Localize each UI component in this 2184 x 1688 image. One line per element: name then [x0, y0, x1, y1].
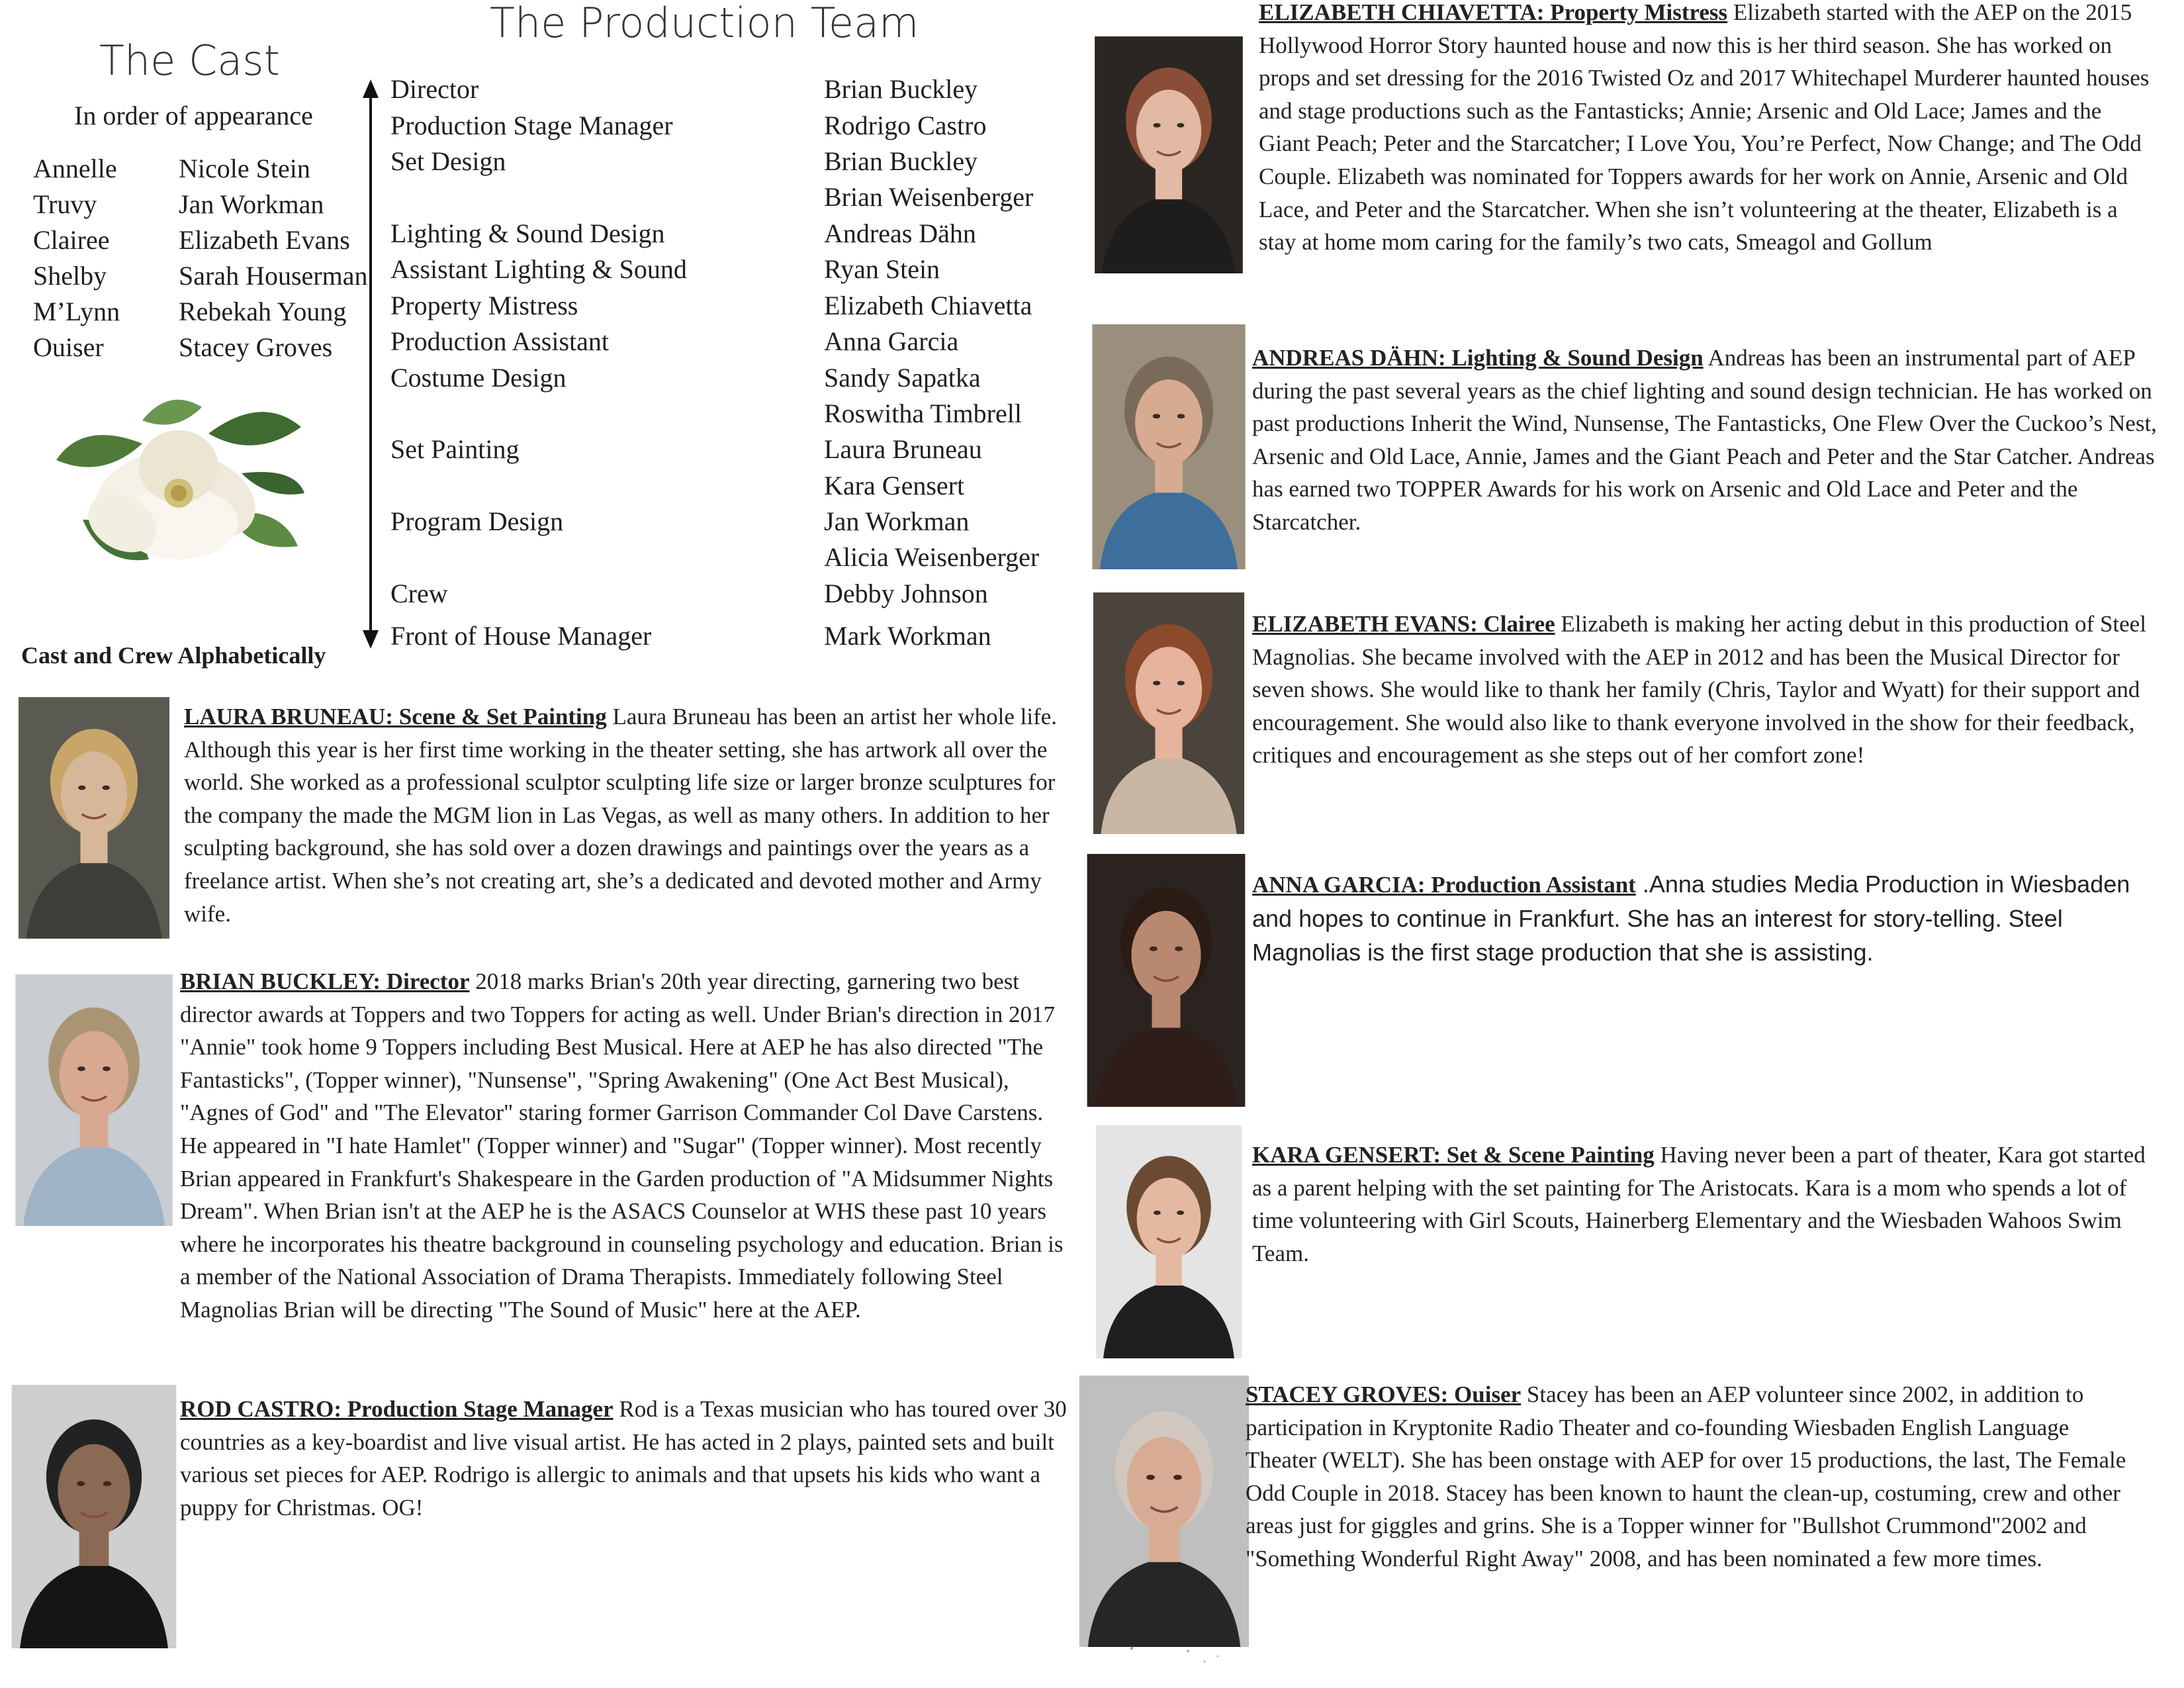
team-name: Rodrigo Castro [824, 111, 987, 140]
bio-text: Rod is a Texas musician who has toured over 30 countries as a key-boardist and live visual artist. He has acted in 2 plays, painted sets and built various set pieces for AEP. Rodrigo is allergic to animals and that upsets his kids who want a puppy for Christmas. OG! [180, 1396, 1067, 1521]
cast-role: Annelle [33, 154, 117, 183]
team-name: Jan Workman [824, 506, 970, 536]
bio-elizabeth-chiavetta [1259, 0, 2152, 317]
bio-elizabeth-evans [1252, 608, 2152, 772]
cast-actor: Sarah Houserman [179, 261, 368, 291]
bio-text: Having never been a part of theater, Kara got started as a parent helping with the set painting for The Aristocats. Kara is a mom who spends a lot of time volunteering with Girl Scouts, Hainerberg Elementary and the Wiesbaden Wahoos Swim Team. [1252, 1142, 2146, 1266]
portrait-eye [1154, 1211, 1161, 1215]
cast-role: Shelby [33, 261, 107, 291]
portrait-face [1135, 379, 1203, 465]
portrait-face [1136, 90, 1201, 173]
cast-actor: Nicole Stein [179, 154, 310, 183]
team-job: Costume Design [390, 363, 567, 393]
cast-actor: Elizabeth Evans [179, 225, 350, 255]
magnolia-flower-illustration [43, 381, 308, 592]
portrait-drawing [19, 700, 169, 935]
bio-heading: STACEY GROVES: Ouiser [1246, 1382, 1522, 1407]
portrait-eye [1177, 680, 1185, 685]
portrait-eye [1177, 123, 1184, 128]
portrait-drawing [1099, 1125, 1239, 1358]
portrait-photo [1099, 1125, 1239, 1358]
team-name: Kara Gensert [824, 471, 965, 500]
portrait-face [1137, 1178, 1201, 1259]
portrait-photo [1093, 854, 1239, 1107]
portrait-eye [1175, 947, 1183, 951]
bio-heading: ANNA GARCIA: Production Assistant [1252, 872, 1636, 898]
portrait-drawing [1091, 1376, 1238, 1647]
portrait-photo [19, 1385, 169, 1648]
bio-heading: ROD CASTRO: Production Stage Manager [180, 1396, 614, 1422]
bio-heading: BRIAN BUCKLEY: Director [180, 968, 470, 994]
team-job: Production Stage Manager [390, 111, 673, 140]
portrait-face [1136, 647, 1202, 731]
portrait-eye [1153, 680, 1160, 685]
team-name: Sandy Sapatka [824, 363, 981, 393]
cast-role: Clairee [33, 225, 110, 255]
portrait-face [60, 1031, 129, 1119]
bio-text: Andreas has been an instrumental part of AEP during the past several years as the chief lighting and sound design technician. He has worked on past productions Inherit the Wind, Nunsense, The Fantasticks, One Flew Over the Cuckoo’s Nest, Arsenic and Old Lace, Annie, James and the Giant Peach and Peter and the Star Catcher. Andreas has earned two TOPPER Awards for his work on Arsenic and Old Lace and Peter and the Starcatcher. [1252, 345, 2157, 535]
team-name: Debby Johnson [824, 579, 988, 608]
bio-body [1259, 0, 2152, 259]
portrait-drawing [1099, 36, 1239, 273]
bio-heading: ELIZABETH EVANS: Clairee [1252, 611, 1555, 637]
portrait-eye [1146, 1475, 1155, 1480]
portrait-eye [1154, 123, 1161, 128]
portrait-eye [1173, 1475, 1182, 1480]
portrait-drawing [1093, 854, 1239, 1107]
bio-text: .Anna studies Media Production in Wiesbaden and hopes to continue in Frankfurt. She has an interest for story-telling. Steel Magnolias is the first stage production that she is assisting. [1252, 870, 2130, 966]
portrait-photo [1099, 324, 1239, 569]
portrait-photo [1091, 1376, 1238, 1647]
portrait-eye [77, 1066, 85, 1071]
bio-andreas-dahn [1252, 342, 2159, 539]
portrait-photo [1099, 592, 1239, 834]
bio-heading: ELIZABETH CHIAVETTA: Property Mistress [1259, 0, 1728, 25]
portrait-drawing [1099, 592, 1239, 834]
bio-kara-gensert [1252, 1139, 2152, 1270]
portrait-eye [1150, 947, 1158, 951]
team-job: Director [390, 74, 479, 104]
alphabetical-heading: Cast and Crew Alphabetically [21, 642, 326, 669]
bio-rod-castro [180, 1393, 1080, 1524]
portrait-drawing [19, 1385, 169, 1648]
team-name: Mark Workman [824, 621, 991, 651]
bio-text: Stacey has been an AEP volunteer since 2002, in addition to participation in Kryptonite Radio Theater and co-founding Wiesbaden English Language Theater (WELT). She has been onstage with AEP for over 15 productions, the last, The Female Odd Couple in 2018. Stacey has been known to haunt the clean-up, costuming, crew and other areas just for giggles and grins. She is a Topper winner for "Bullshot Crummond"2002 and "Something Wonderful Right Away" 2008, and has been nominated a few more times. [1246, 1382, 2126, 1571]
portrait-eye [1177, 1211, 1184, 1215]
bio-heading: ANDREAS DÄHN: Lighting & Sound Design [1252, 345, 1704, 371]
portrait-eye [77, 1481, 85, 1486]
cast-title: The Cast [99, 36, 280, 85]
bio-text: Elizabeth started with the AEP on the 2015 Hollywood Horror Story haunted house and now this is her third season. She has worked on props and set dressing for the 2016 Twisted Oz and 2017 Whitechapel Murderer haunted houses and stage productions such as the Fantasticks; Annie; Arsenic and Old Lace; James and the Giant Peach; Peter and the Starcatcher; I Love You, You’re Perfect, Now Change; and The Odd Couple. Elizabeth was nominated for Toppers awards for her work on Annie, Arsenic and Old Lace, and Peter and the Starcatcher. When she isn’t volunteering at the theater, Elizabeth is a stay at home mom caring for the family’s two cats, Smeagol and Gollum [1259, 0, 2150, 256]
cast-role: Truvy [33, 189, 97, 219]
team-job: Assistant Lighting & Sound [390, 254, 687, 284]
team-job: Front of House Manager [390, 621, 652, 651]
team-name: Roswitha Timbrell [824, 399, 1022, 428]
team-name: Ryan Stein [824, 254, 940, 284]
portrait-eye [1177, 414, 1185, 418]
team-job: Production Assistant [390, 326, 610, 356]
portrait-face [61, 751, 127, 836]
portrait-photo [19, 974, 169, 1226]
portrait-photo [19, 700, 169, 935]
team-name: Elizabeth Chiavetta [824, 291, 1032, 320]
team-name: Anna Garcia [824, 326, 959, 356]
bio-text: 2018 marks Brian's 20th year directing, garnering two best director awards at Toppers and two Toppers for acting as well. Under Brian's direction in 2017 "Annie" took home 9 Toppers including Best Musical. Here at AEP he has also directed "The Fantasticks", (Topper winner), "Nunsense", "Spring Awakening" (One Act Best Musical), "Agnes of God" and "The Elevator" staring former Garrison Commander Col Dave Carstens. He appeared in "I hate Hamlet" (Topper winner) and "Sugar" (Topper winner). Most recently Brian appeared in Frankfurt's Shakespeare in the Garden production of "A Midsummer Nights Dream". When Brian isn't at the AEP he is the ASACS Counselor at WHS these past 10 years where he incorporates his theatre background in counseling psychology and education. Brian is a member of the National Association of Drama Therapists. Immediately following Steel Magnolias Brian will be directing "The Sound of Music" here at the AEP. [180, 968, 1064, 1323]
team-name: Brian Buckley [824, 74, 978, 104]
portrait-photo [1099, 36, 1239, 273]
double-arrow-icon [359, 79, 383, 649]
portrait-drawing [19, 974, 169, 1226]
bio-heading: LAURA BRUNEAU: Scene & Set Painting [184, 704, 607, 729]
portrait-eye [103, 1066, 111, 1071]
team-job: Property Mistress [390, 291, 578, 320]
team-name: Brian Weisenberger [824, 182, 1034, 212]
team-job: Lighting & Sound Design [390, 218, 665, 248]
cast-subtitle: In order of appearance [74, 101, 313, 130]
bio-text: Elizabeth is making her acting debut in this production of Steel Magnolias. She became involved with the AEP in 2012 and has been the Musical Director for seven shows. She would like to thank her family (Chris, Taylor and Wyatt) for their support and encouragement. She would also like to thank everyone involved in the show for their feedback, critiques and encouragement as she steps out of her comfort zone! [1252, 611, 2146, 769]
portrait-drawing [1099, 324, 1239, 569]
portrait-eye [103, 1481, 111, 1486]
team-job: Set Design [390, 146, 506, 176]
team-name: Brian Buckley [824, 146, 978, 176]
team-job: Crew [390, 579, 448, 608]
bio-laura-bruneau [184, 700, 1077, 930]
team-job: Set Painting [390, 434, 520, 464]
team-job: Program Design [390, 506, 564, 536]
portrait-eye [103, 785, 110, 790]
team-name: Alicia Weisenberger [824, 542, 1040, 572]
team-name: Andreas Dähn [824, 218, 976, 248]
production-team-title-text: The Production Team [490, 0, 919, 47]
portrait-face [1131, 911, 1201, 1000]
portrait-face [58, 1444, 130, 1536]
portrait-eye [1153, 414, 1161, 418]
portrait-eye [78, 785, 85, 790]
cast-actor: Jan Workman [179, 189, 324, 219]
cast-actor: Stacey Groves [179, 332, 333, 362]
bio-stacey-groves [1246, 1378, 2139, 1575]
cast-role: Ouiser [33, 332, 104, 362]
bio-brian-buckley [180, 965, 1067, 1327]
cast-actor: Rebekah Young [179, 297, 347, 326]
production-team-title [490, 0, 919, 66]
bio-heading: KARA GENSERT: Set & Scene Painting [1252, 1142, 1655, 1168]
bio-text: Laura Bruneau has been an artist her whole life. Although this year is her first time working in the theater setting, she has artwork all over the world. She worked as a professional sculptor sculpting life size or larger bronze sculptures for the company the made the MGM lion in Las Vegas, as well as many others. In addition to her sculpting background, she has sold over a dozen drawings and paintings over the years as a freelance artist. When she’s not creating art, she’s a dedicated and devoted mother and Army wife. [184, 704, 1058, 927]
cast-role: M’Lynn [33, 297, 120, 326]
team-name: Laura Bruneau [824, 434, 982, 464]
scan-dust-marks [1125, 1642, 1224, 1668]
portrait-face [1127, 1436, 1202, 1532]
bio-anna-garcia [1252, 867, 2139, 969]
